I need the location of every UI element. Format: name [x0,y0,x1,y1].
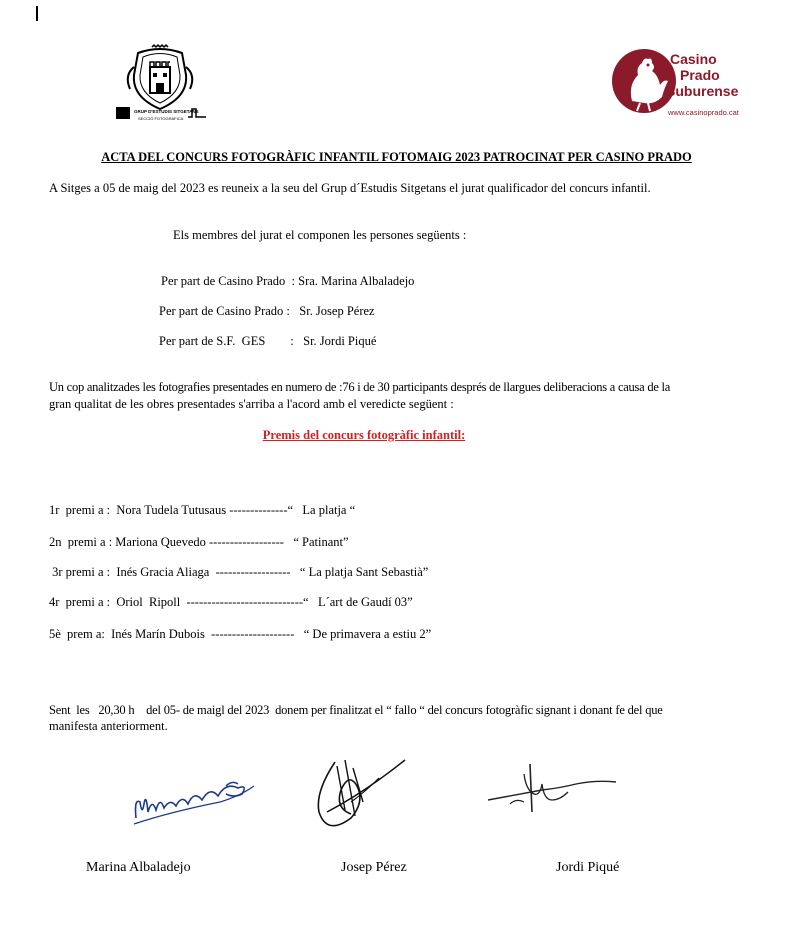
jury-member-1: Per part de Casino Prado : Sra. Marina Albaladejo [161,274,415,288]
ges-logo-line-2: SECCIÓ FOTOGRÀFICA [138,116,184,121]
jury-member-2: Per part de Casino Prado : Sr. Josep Pérez [159,304,375,318]
text-cursor [36,6,38,21]
ges-logo-line-1: GRUP D'ESTUDIS SITGETANS [134,109,199,114]
signature-albaladejo-icon [130,768,260,828]
jury-member-3: Per part de S.F. GES : Sr. Jordi Piqué [159,334,377,348]
ges-logo [110,45,210,125]
document-title: ACTA DEL CONCURS FOTOGRÀFIC INFANTIL FOTOMAIG 2023 PATROCINAT PER CASINO PRADO [101,150,692,164]
signature-perez-icon [305,752,415,842]
casino-logo-line-1: Casino [670,51,717,67]
analysis-line-2: gran qualitat de les obres presentades s'arriba a l'acord amb el veredicte següent : [49,397,454,411]
signature-name-perez: Josep Pérez [341,860,407,875]
jury-intro: Els membres del jurat el componen les persones següents : [173,228,467,242]
closing-line-2: manifesta anteriorment. [49,719,168,733]
casino-logo-url: www.casinoprado.cat [668,108,739,117]
prize-2: 2n premi a : Mariona Quevedo ------------------ “ Patinant” [49,535,349,549]
signature-pique-icon [480,760,620,820]
prize-4: 4r premi a : Oriol Ripoll ----------------------------“ L´art de Gaudí 03” [49,595,413,609]
intro-paragraph: A Sitges a 05 de maig del 2023 es reuneix a la seu del Grup d´Estudis Sitgetans el jurat qualificador del concurs infantil. [49,181,651,195]
closing-line-1: Sent les 20,30 h del 05- de maigl del 2023 donem per finalitzat el “ fallo “ del concurs fotogràfic signant i donant fe del que [49,703,663,717]
prizes-heading: Premis del concurs fotogràfic infantil: [262,428,466,442]
signature-name-pique: Jordi Piqué [556,860,620,875]
casino-logo-line-3: Suburense [666,83,739,99]
casino-logo-line-2: Prado [680,67,720,83]
casino-prado-logo [610,45,750,125]
prize-1: 1r premi a : Nora Tudela Tutusaus --------------“ La platja “ [49,503,356,517]
prize-3: 3r premi a : Inés Gracia Aliaga ------------------ “ La platja Sant Sebastià” [49,565,429,579]
analysis-line-1: Un cop analitzades les fotografies presentades en numero de :76 i de 30 participants després de llargues deliberacions a causa de la [49,380,671,394]
prize-5: 5è prem a: Inés Marín Dubois -------------------- “ De primavera a estiu 2” [49,627,432,641]
signature-name-albaladejo: Marina Albaladejo [86,860,191,875]
